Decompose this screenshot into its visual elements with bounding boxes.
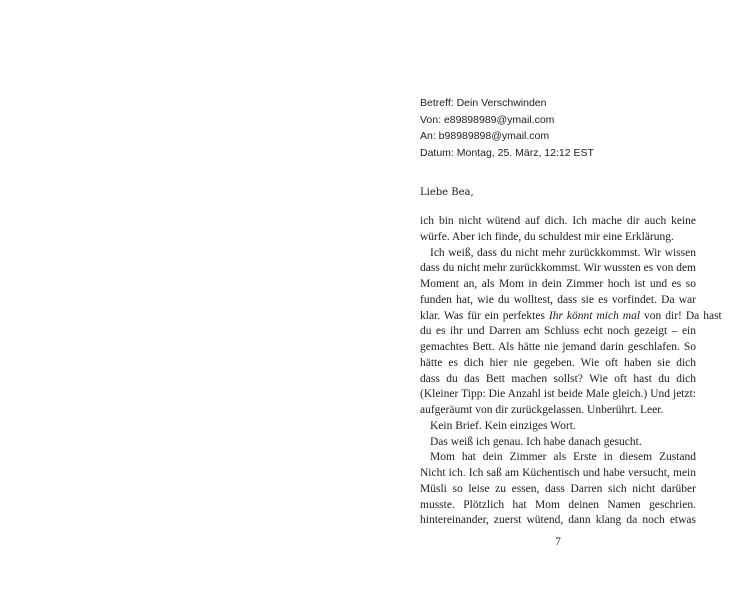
text-line: ich bin nicht wütend auf dich. Ich mache dir auch keine bbox=[420, 215, 696, 227]
text-line: Moment an, als Mom in dein Zimmer hoch ist und es so bbox=[420, 278, 696, 290]
letter-body bbox=[420, 214, 722, 529]
text-fragment: von dir! Da hast bbox=[640, 309, 722, 322]
text-fragment: klar. Was für ein perfektes bbox=[420, 309, 549, 322]
email-header bbox=[420, 95, 594, 161]
text-line: dass du das Bett machen sollst? Wie oft hast du dich bbox=[420, 372, 696, 385]
text-line: hintereinander, zuerst wütend, dann klang da noch etwas bbox=[420, 514, 696, 527]
text-line: Nicht ich. Ich saß am Küchentisch und habe versucht, mein bbox=[420, 467, 696, 479]
text-line: Das weiß ich genau. Ich habe danach gesucht. bbox=[430, 435, 642, 448]
text-line: Müsli so leise zu essen, dass Darren sich nicht darüber bbox=[420, 482, 696, 495]
text-line: Kein Brief. Kein einziges Wort. bbox=[430, 419, 576, 432]
email-from: Von: e89898989@ymail.com bbox=[420, 113, 555, 126]
text-line: Ich weiß, dass du nicht mehr zurückkommst. Wir wissen bbox=[430, 246, 696, 259]
page-number: 7 bbox=[555, 536, 561, 548]
text-line: funden hat, wie du wolltest, dass sie es vorfindet. Da war bbox=[420, 293, 696, 306]
text-line: aufgeräumt von dir zurückgelassen. Unberührt. Leer. bbox=[420, 404, 664, 416]
email-date: Datum: Montag, 25. März, 12:12 EST bbox=[420, 146, 594, 159]
text-line: gemachtes Bett. Als hätte nie jemand darin geschlafen. So bbox=[420, 341, 696, 353]
salutation: Liebe Bea, bbox=[420, 187, 474, 198]
text-line: du es ihr und Darren am Schluss echt noch gezeigt – ein bbox=[420, 325, 696, 338]
text-line: (Kleiner Tipp: Die Anzahl ist beide Male gleich.) Und jetzt: bbox=[420, 388, 696, 401]
text-line: dass du nicht mehr zurückkommst. Wir wussten es von dem bbox=[420, 262, 696, 275]
text-line bbox=[420, 309, 722, 325]
text-line: Mom hat dein Zimmer als Erste in diesem Zustand bbox=[430, 451, 696, 464]
text-line: musste. Plötzlich hat Mom deinen Namen geschrien. bbox=[420, 498, 696, 511]
text-line: würfe. Aber ich finde, du schuldest mir eine Erklärung. bbox=[420, 230, 674, 243]
emphasized-text: Ihr könnt mich mal bbox=[548, 309, 641, 322]
email-to: An: b98989898@ymail.com bbox=[420, 130, 550, 142]
email-subject: Betreff: Dein Verschwinden bbox=[420, 97, 547, 109]
text-line: hätte es dich hier nie gegeben. Wie oft haben sie dich bbox=[420, 356, 696, 369]
